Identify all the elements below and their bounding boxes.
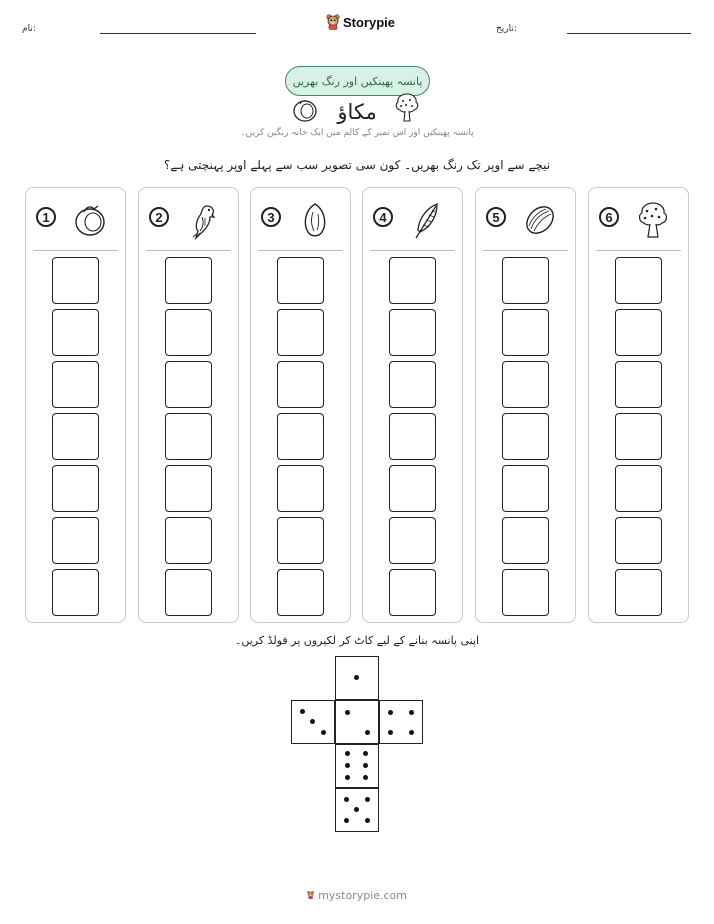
tree-icon <box>633 200 673 240</box>
dice-face <box>335 700 379 744</box>
dice-face <box>335 744 379 788</box>
color-box[interactable] <box>615 413 662 460</box>
color-box[interactable] <box>389 465 436 512</box>
color-box[interactable] <box>165 309 212 356</box>
column-6 <box>588 187 689 623</box>
column-number: 5 <box>486 207 506 227</box>
column-number: 1 <box>36 207 56 227</box>
logo-text: Storypie <box>343 14 396 30</box>
color-box[interactable] <box>52 361 99 408</box>
color-box[interactable] <box>389 257 436 304</box>
dice-face <box>335 656 379 700</box>
bear-icon <box>326 14 340 30</box>
column-1 <box>25 187 126 623</box>
feather-icon <box>407 200 447 240</box>
page-title: مکاؤ <box>337 100 377 124</box>
color-box[interactable] <box>389 413 436 460</box>
color-box[interactable] <box>52 413 99 460</box>
name-line <box>100 33 256 34</box>
color-box[interactable] <box>277 361 324 408</box>
name-label: نام: <box>22 24 36 34</box>
column-number: 3 <box>261 207 281 227</box>
footer <box>307 885 407 905</box>
color-box[interactable] <box>615 517 662 564</box>
dice-face <box>335 788 379 832</box>
color-box[interactable] <box>502 465 549 512</box>
column-2 <box>138 187 239 623</box>
color-box[interactable] <box>277 413 324 460</box>
color-box[interactable] <box>52 309 99 356</box>
melon-icon <box>520 200 560 240</box>
dice-instruction: اپنی پانسہ بنانے کے لیے کاٹ کر لکیروں پر فولڈ کریں۔ <box>234 634 480 647</box>
color-box[interactable] <box>502 517 549 564</box>
color-box[interactable] <box>165 569 212 616</box>
color-box[interactable] <box>615 309 662 356</box>
color-box[interactable] <box>165 361 212 408</box>
color-box[interactable] <box>277 309 324 356</box>
question-text: نیچے سے اوپر تک رنگ بھریں۔ کون سی تصویر سب سے پہلے اوپر پہنچتی ہے؟ <box>163 158 551 172</box>
color-box[interactable] <box>389 569 436 616</box>
title-pill: پانسہ پھینکیں اور رنگ بھریں <box>285 66 430 96</box>
plum-icon <box>70 200 110 240</box>
color-box[interactable] <box>502 257 549 304</box>
column-5 <box>475 187 576 623</box>
color-box[interactable] <box>165 517 212 564</box>
color-box[interactable] <box>277 257 324 304</box>
color-box[interactable] <box>615 361 662 408</box>
column-number: 6 <box>599 207 619 227</box>
color-box[interactable] <box>165 413 212 460</box>
date-line <box>567 33 691 34</box>
footer-url[interactable]: mystorypie.com <box>318 888 407 902</box>
parrot-icon <box>183 200 223 240</box>
column-4 <box>362 187 463 623</box>
color-box[interactable] <box>52 257 99 304</box>
color-box[interactable] <box>615 465 662 512</box>
color-box[interactable] <box>165 465 212 512</box>
dice-net <box>290 656 426 836</box>
color-box[interactable] <box>502 569 549 616</box>
column-3 <box>250 187 351 623</box>
storypie-logo <box>326 12 396 32</box>
color-box[interactable] <box>52 517 99 564</box>
color-box[interactable] <box>52 569 99 616</box>
color-box[interactable] <box>502 361 549 408</box>
color-box[interactable] <box>277 569 324 616</box>
color-box[interactable] <box>165 257 212 304</box>
subtitle: پانسہ پھینکیں اور اس نمبر کے کالم میں ایک خانہ رنگین کریں۔ <box>240 128 474 138</box>
color-box[interactable] <box>502 413 549 460</box>
date-label: تاریخ: <box>496 24 517 34</box>
color-box[interactable] <box>389 309 436 356</box>
dice-face <box>291 700 335 744</box>
color-box[interactable] <box>277 465 324 512</box>
column-number: 2 <box>149 207 169 227</box>
color-box[interactable] <box>52 465 99 512</box>
color-box[interactable] <box>615 569 662 616</box>
tree-title-icon <box>392 91 422 123</box>
color-box[interactable] <box>277 517 324 564</box>
dice-face <box>379 700 423 744</box>
column-number: 4 <box>373 207 393 227</box>
bear-icon <box>307 886 314 904</box>
almond-icon <box>295 200 335 240</box>
color-box[interactable] <box>502 309 549 356</box>
color-box[interactable] <box>615 257 662 304</box>
color-box[interactable] <box>389 361 436 408</box>
color-box[interactable] <box>389 517 436 564</box>
